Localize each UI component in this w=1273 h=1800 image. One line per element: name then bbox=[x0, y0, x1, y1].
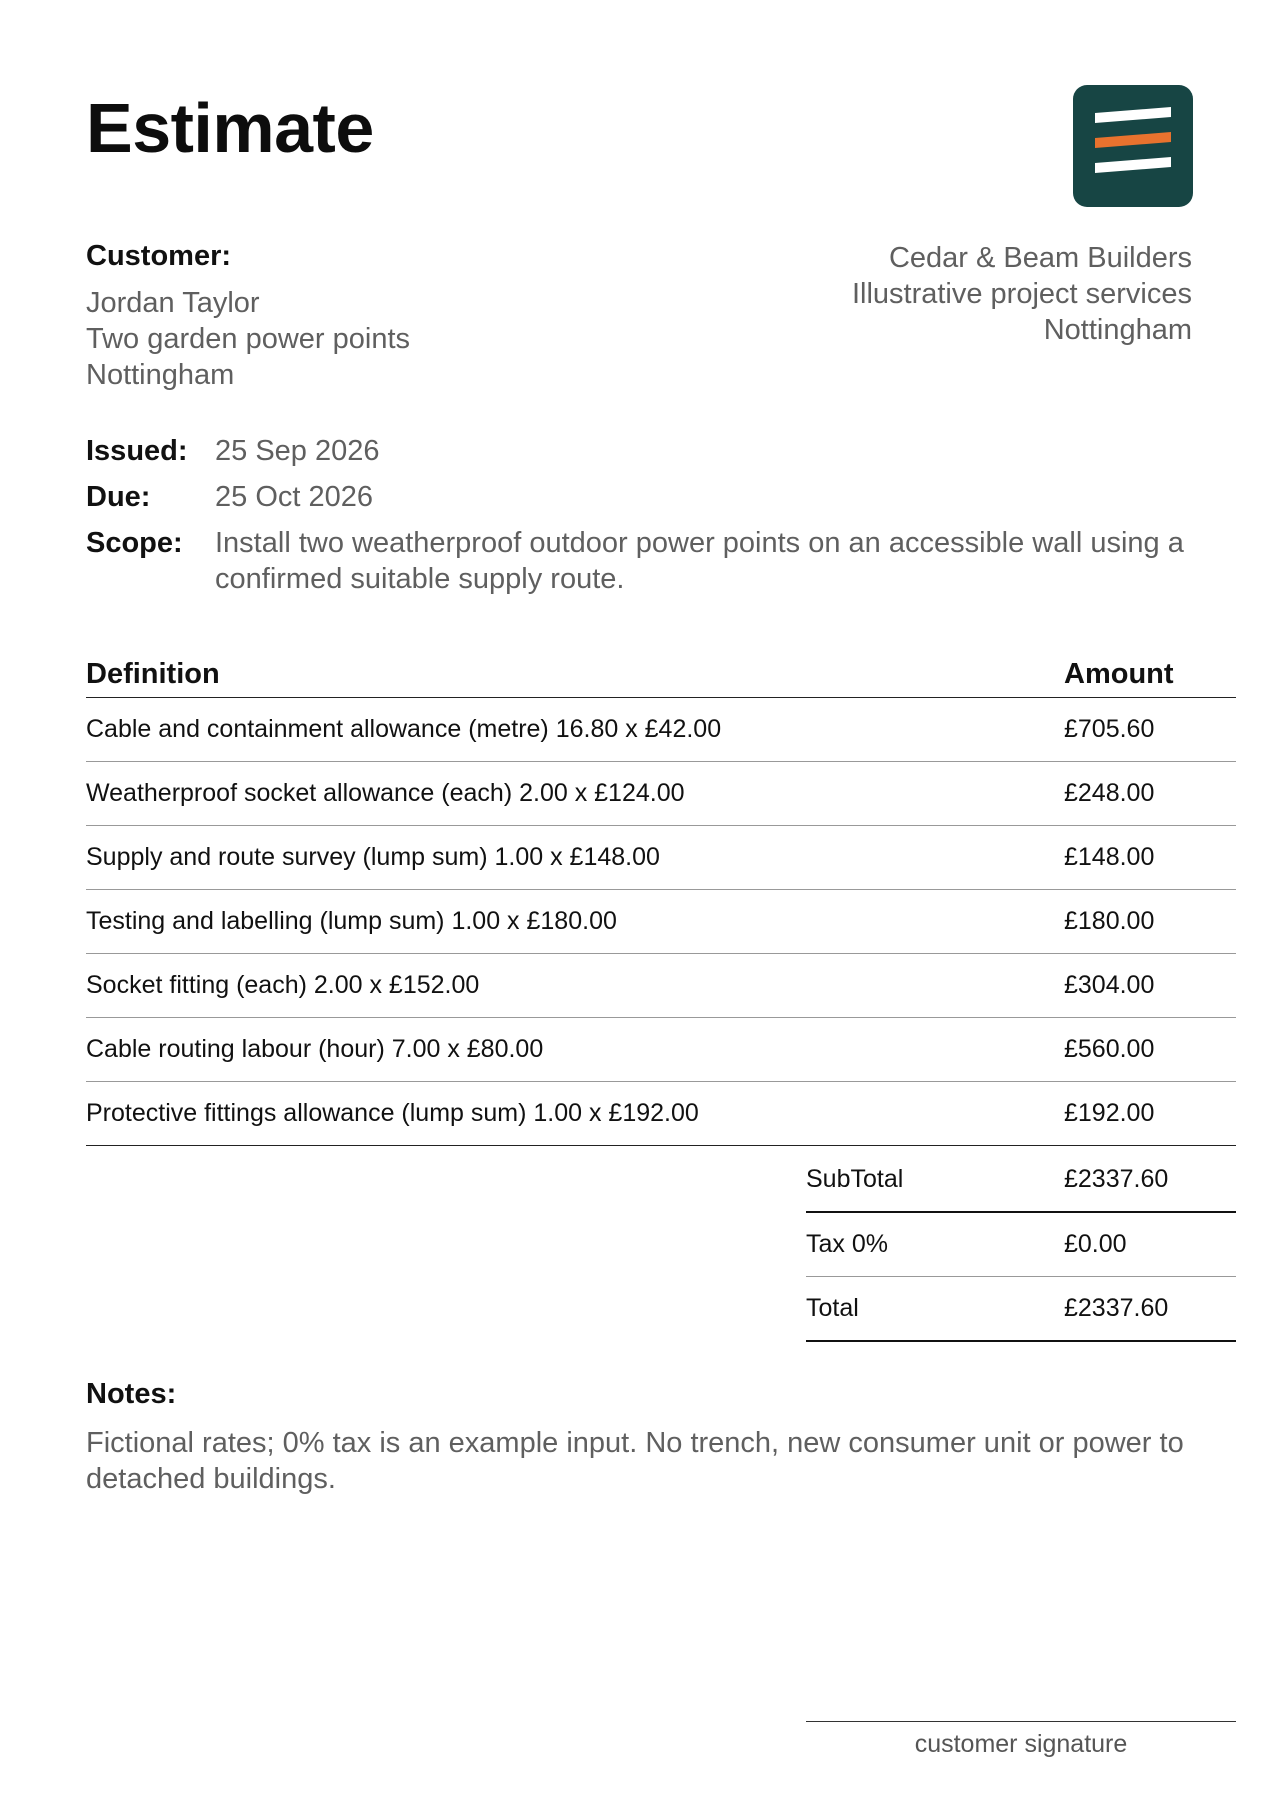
total-label: Total bbox=[806, 1277, 1064, 1342]
company-logo bbox=[1073, 85, 1193, 207]
scope-text: Install two weatherproof outdoor power points on an accessible wall using a confirmed suitable supply route. bbox=[215, 527, 1184, 595]
company-tagline: Illustrative project services bbox=[851, 278, 1192, 310]
table-row bbox=[86, 1082, 1236, 1146]
table-row bbox=[86, 826, 1236, 890]
row-amount: £304.00 bbox=[1064, 954, 1236, 1018]
scope-label: Scope: bbox=[86, 527, 183, 559]
totals-table bbox=[806, 1148, 1236, 1342]
row-amount: £148.00 bbox=[1064, 826, 1236, 890]
company-name: Cedar & Beam Builders bbox=[888, 242, 1192, 274]
row-amount: £192.00 bbox=[1064, 1082, 1236, 1146]
tax-value: £0.00 bbox=[1064, 1212, 1236, 1277]
row-definition: Cable routing labour (hour) 7.00 x £80.00 bbox=[86, 1018, 1064, 1082]
issued-row bbox=[86, 433, 1195, 469]
table-row bbox=[86, 1018, 1236, 1082]
scope-row bbox=[86, 525, 1195, 597]
row-definition: Weatherproof socket allowance (each) 2.00 x £124.00 bbox=[86, 762, 1064, 826]
notes-label: Notes: bbox=[86, 1378, 177, 1410]
line-items-table bbox=[86, 650, 1236, 1146]
customer-name: Jordan Taylor bbox=[86, 287, 260, 319]
company-details bbox=[852, 240, 1192, 348]
stacked-planks-icon bbox=[1073, 85, 1193, 207]
issued-date: 25 Sep 2026 bbox=[215, 435, 380, 467]
customer-details bbox=[86, 285, 410, 393]
signature-line bbox=[806, 1721, 1236, 1722]
row-definition: Cable and containment allowance (metre) 16.80 x £42.00 bbox=[86, 698, 1064, 762]
tax-row bbox=[806, 1212, 1236, 1277]
due-row bbox=[86, 479, 1195, 515]
table-header bbox=[86, 650, 1236, 698]
subtotal-value: £2337.60 bbox=[1064, 1148, 1236, 1212]
table-row bbox=[86, 762, 1236, 826]
estimate-meta bbox=[86, 433, 1195, 607]
row-definition: Protective fittings allowance (lump sum) 1.00 x £192.00 bbox=[86, 1082, 1064, 1146]
subtotal-row bbox=[806, 1148, 1236, 1212]
notes-text: Fictional rates; 0% tax is an example input. No trench, new consumer unit or power to detached buildings. bbox=[86, 1427, 1184, 1495]
row-amount: £248.00 bbox=[1064, 762, 1236, 826]
row-amount: £560.00 bbox=[1064, 1018, 1236, 1082]
row-amount: £705.60 bbox=[1064, 698, 1236, 762]
signature-label: customer signature bbox=[914, 1730, 1128, 1758]
due-date: 25 Oct 2026 bbox=[215, 481, 373, 513]
customer-project: Two garden power points bbox=[86, 323, 411, 355]
issued-label: Issued: bbox=[86, 435, 188, 467]
total-row bbox=[806, 1277, 1236, 1342]
table-row bbox=[86, 890, 1236, 954]
amount-header: Amount bbox=[1064, 650, 1236, 698]
row-definition: Socket fitting (each) 2.00 x £152.00 bbox=[86, 954, 1064, 1018]
row-definition: Testing and labelling (lump sum) 1.00 x £180.00 bbox=[86, 890, 1064, 954]
definition-header: Definition bbox=[86, 650, 1064, 698]
row-definition: Supply and route survey (lump sum) 1.00 x £148.00 bbox=[86, 826, 1064, 890]
customer-city: Nottingham bbox=[86, 359, 235, 391]
customer-label: Customer: bbox=[86, 240, 232, 272]
total-value: £2337.60 bbox=[1064, 1277, 1236, 1342]
table-row bbox=[86, 698, 1236, 762]
tax-label: Tax 0% bbox=[806, 1212, 1064, 1277]
row-amount: £180.00 bbox=[1064, 890, 1236, 954]
subtotal-label: SubTotal bbox=[806, 1148, 1064, 1212]
due-label: Due: bbox=[86, 481, 151, 513]
document-title: Estimate bbox=[86, 89, 374, 167]
table-row bbox=[86, 954, 1236, 1018]
company-city: Nottingham bbox=[1043, 314, 1192, 346]
